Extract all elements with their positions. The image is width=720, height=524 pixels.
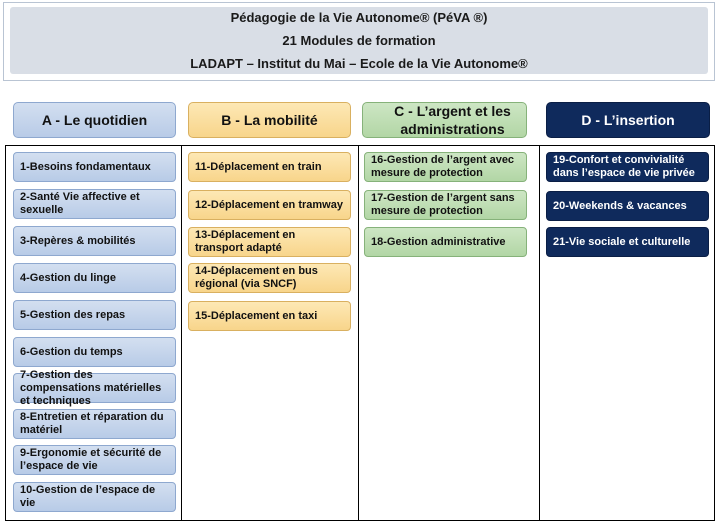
module-5: 5-Gestion des repas [13, 300, 176, 330]
module-13: 13-Déplacement en transport adapté [188, 227, 351, 257]
column-header-b: B - La mobilité [188, 102, 351, 138]
header-organization: LADAPT – Institut du Mai – Ecole de la Vie Autonome® [190, 56, 528, 71]
module-8: 8-Entretien et réparation du matériel [13, 409, 176, 439]
module-19: 19-Confort et convivialité dans l’espace de vie privée [546, 152, 709, 182]
module-12: 12-Déplacement en tramway [188, 190, 351, 220]
column-divider [539, 146, 540, 520]
module-2: 2-Santé Vie affective et sexuelle [13, 189, 176, 219]
module-6: 6-Gestion du temps [13, 337, 176, 367]
column-header-a: A - Le quotidien [13, 102, 176, 138]
module-7: 7-Gestion des compensations matérielles et techniques [13, 373, 176, 403]
module-1: 1-Besoins fondamentaux [13, 152, 176, 182]
header-background [10, 7, 708, 74]
header-panel [3, 2, 715, 81]
module-10: 10-Gestion de l’espace de vie [13, 482, 176, 512]
module-9: 9-Ergonomie et sécurité de l’espace de vie [13, 445, 176, 475]
module-20: 20-Weekends & vacances [546, 191, 709, 221]
column-divider [181, 146, 182, 520]
module-17: 17-Gestion de l’argent sans mesure de protection [364, 190, 527, 220]
header-subtitle: 21 Modules de formation [282, 33, 436, 48]
header-title: Pédagogie de la Vie Autonome® (PéVA ®) [230, 10, 488, 25]
column-header-d: D - L’insertion [546, 102, 710, 138]
module-4: 4-Gestion du linge [13, 263, 176, 293]
column-divider [358, 146, 359, 520]
column-header-c: C - L’argent et les administrations [362, 102, 527, 138]
module-16: 16-Gestion de l’argent avec mesure de protection [364, 152, 527, 182]
module-14: 14-Déplacement en bus régional (via SNCF) [188, 263, 351, 293]
module-21: 21-Vie sociale et culturelle [546, 227, 709, 257]
module-3: 3-Repères & mobilités [13, 226, 176, 256]
module-11: 11-Déplacement en train [188, 152, 351, 182]
module-15: 15-Déplacement en taxi [188, 301, 351, 331]
module-18: 18-Gestion administrative [364, 227, 527, 257]
